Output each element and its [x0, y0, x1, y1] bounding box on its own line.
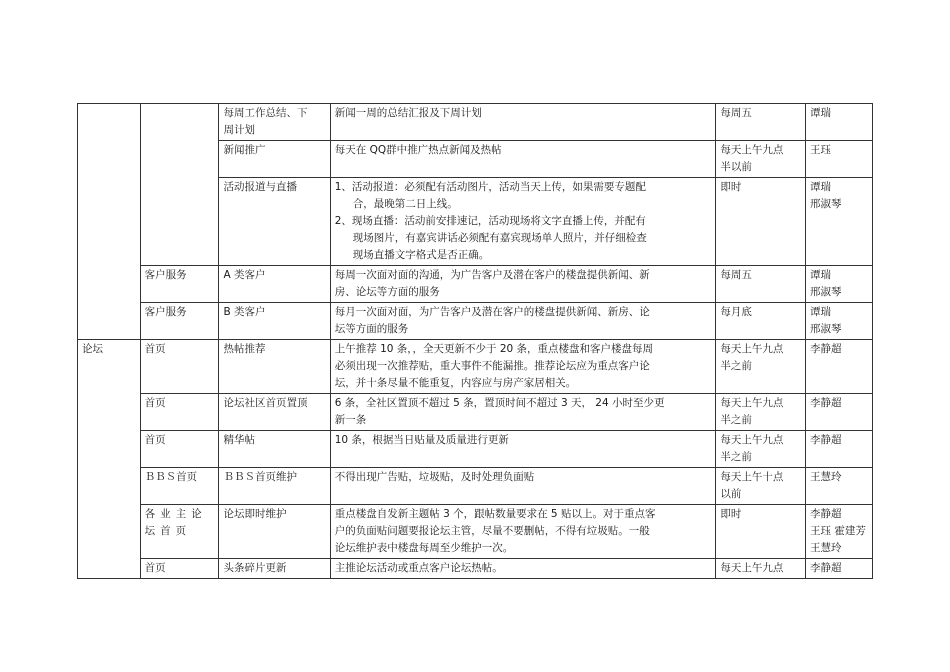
owner-cell — [805, 141, 872, 178]
item-cell — [219, 303, 330, 340]
section-cell: 首页 — [140, 431, 219, 468]
section-cell: 首页 — [140, 340, 219, 394]
cell-line: 每天上午九点 — [720, 144, 784, 156]
cell-line: 王慧玲 — [809, 471, 842, 483]
cell-line: 新一条 — [334, 414, 367, 426]
owner-cell — [805, 394, 872, 431]
table-row — [78, 431, 873, 468]
cell-line: 谭瑞 — [809, 306, 831, 318]
item-cell — [219, 141, 330, 178]
cell-line: 头条碎片更新 — [223, 562, 287, 574]
content-cell — [330, 431, 716, 468]
timing-cell — [716, 505, 806, 559]
section-cell: ＢＢＳ首页 — [140, 468, 219, 505]
cell-line: 精华帖 — [223, 434, 255, 446]
numbered-item: 1、活动报道：必须配有活动图片，活动当天上传，如果需要专题配 — [334, 181, 646, 193]
content-cell — [330, 266, 716, 303]
cell-line: 活动报道与直播 — [223, 181, 297, 193]
cell-line: 10 条，根据当日贴量及质量进行更新 — [334, 434, 509, 446]
timing-cell — [716, 104, 806, 141]
cell-line: 半以前 — [720, 161, 752, 173]
content-cell — [330, 340, 716, 394]
table-row — [78, 559, 873, 579]
cell-line: 每月底 — [720, 306, 752, 318]
item-cell — [219, 468, 330, 505]
cell-line: 每周一次面对面的沟通，为广告客户及潜在客户的楼盘提供新闻、新 — [334, 269, 650, 281]
cell-line: 每月一次面对面，为广告客户及潜在客户的楼盘提供新闻、新房、论 — [334, 306, 650, 318]
content-cell — [330, 141, 716, 178]
cell-line: 上午推荐 10 条，，全天更新不少于 20 条，重点楼盘和客户楼盘每周 — [334, 343, 654, 355]
table-row — [78, 505, 873, 559]
cell-line: A 类客户 — [223, 269, 266, 281]
timing-cell — [716, 340, 806, 394]
cell-line: B 类客户 — [223, 306, 266, 318]
cell-line: 即时 — [720, 181, 742, 193]
cell-line: 李静超 — [809, 343, 842, 355]
cell-line: ＢＢＳ首页维护 — [223, 471, 297, 483]
cell-line: 周计划 — [223, 124, 255, 136]
table-row — [78, 303, 873, 340]
cell-line: 每天在 QQ群中推广热点新闻及热帖 — [334, 144, 502, 156]
cell-line: 房、论坛等方面的服务 — [334, 286, 440, 298]
content-cell — [330, 303, 716, 340]
cell-line: 谭瑞 — [809, 107, 831, 119]
cell-line: 论坛维护表中楼盘每周至少维护一次。 — [334, 542, 514, 554]
numbered-item-continuation: 合，最晚第二日上线。 — [352, 198, 458, 210]
owner-cell — [805, 431, 872, 468]
table-row — [78, 468, 873, 505]
category-cell — [78, 104, 141, 340]
cell-line: 论坛社区首页置顶 — [223, 397, 308, 409]
owner-cell — [805, 266, 872, 303]
content-cell — [330, 505, 716, 559]
section-cell — [140, 104, 219, 266]
table-body — [78, 104, 873, 579]
item-cell — [219, 394, 330, 431]
cell-line: 李静超 — [809, 434, 842, 446]
cell-line: 每天上午九点 — [720, 562, 784, 574]
owner-cell — [805, 340, 872, 394]
cell-line: 每天上午九点 — [720, 343, 784, 355]
cell-line: 主推论坛活动或重点客户论坛热帖。 — [334, 562, 503, 574]
owner-cell — [805, 303, 872, 340]
cell-line: 邢淑琴 — [809, 198, 842, 210]
timing-cell — [716, 394, 806, 431]
cell-line: 半之前 — [720, 451, 752, 463]
cell-line: 重点楼盘自发新主题帖 3 个，跟帖数量要求在 5 贴以上。对于重点客 — [334, 508, 656, 520]
item-cell — [219, 505, 330, 559]
table-row — [78, 104, 873, 141]
section-cell: 各业主论坛首页 — [140, 505, 219, 559]
owner-cell — [805, 505, 872, 559]
owner-cell — [805, 468, 872, 505]
item-cell — [219, 340, 330, 394]
table-row — [78, 266, 873, 303]
section-cell: 客户服务 — [140, 303, 219, 340]
numbered-item-continuation: 现场直播文字格式是否正确。 — [352, 249, 490, 261]
schedule-table — [77, 103, 873, 579]
timing-cell — [716, 431, 806, 468]
cell-line: 每周工作总结、下 — [223, 107, 308, 119]
owner-cell — [805, 104, 872, 141]
item-cell — [219, 104, 330, 141]
timing-cell — [716, 559, 806, 579]
cell-line: 新闻推广 — [223, 144, 266, 156]
cell-line: 王珏 霍建芳 — [809, 525, 866, 537]
cell-line: 李静超 — [809, 508, 842, 520]
cell-line: 每天上午十点 — [720, 471, 784, 483]
cell-line: 新闻一周的总结汇报及下周计划 — [334, 107, 482, 119]
cell-line: 坛等方面的服务 — [334, 323, 409, 335]
section-cell: 客户服务 — [140, 266, 219, 303]
cell-line: 户的负面贴问题要报论坛主管，尽量不要删帖，不得有垃圾贴。一般 — [334, 525, 650, 537]
cell-line: 每天上午九点 — [720, 397, 784, 409]
timing-cell — [716, 141, 806, 178]
numbered-item-continuation: 现场图片，有嘉宾讲话必须配有嘉宾现场单人照片，并仔细检查 — [352, 232, 647, 244]
table-row — [78, 340, 873, 394]
timing-cell — [716, 266, 806, 303]
cell-line: 热帖推荐 — [223, 343, 266, 355]
cell-line: 半之前 — [720, 360, 752, 372]
section-cell: 首页 — [140, 559, 219, 579]
numbered-item: 2、现场直播：活动前安排速记，活动现场将文字直播上传，并配有 — [334, 215, 646, 227]
table-row — [78, 394, 873, 431]
cell-line: 邢淑琴 — [809, 286, 842, 298]
cell-line: 李静超 — [809, 397, 842, 409]
cell-line: 谭瑞 — [809, 181, 831, 193]
item-cell — [219, 178, 330, 266]
cell-line: 半之前 — [720, 414, 752, 426]
cell-line: 谭瑞 — [809, 269, 831, 281]
cell-line: 王珏 — [809, 144, 831, 156]
content-cell — [330, 104, 716, 141]
content-cell — [330, 559, 716, 579]
owner-cell — [805, 559, 872, 579]
item-cell — [219, 266, 330, 303]
owner-cell — [805, 178, 872, 266]
content-cell — [330, 178, 716, 266]
timing-cell — [716, 303, 806, 340]
cell-line: 坛，并十条尽量不能重复，内容应与房产家居相关。 — [334, 377, 577, 389]
cell-line: 必须出现一次推荐贴，重大事件不能漏推。推荐论坛应为重点客户论 — [334, 360, 650, 372]
cell-line: 6 条，全社区置顶不超过 5 条，置顶时间不超过 3 天， 24 小时至少更 — [334, 397, 665, 409]
cell-line: 邢淑琴 — [809, 323, 842, 335]
item-cell — [219, 559, 330, 579]
cell-line: 即时 — [720, 508, 742, 520]
cell-line: 每周五 — [720, 269, 752, 281]
cell-line: 王慧玲 — [809, 542, 842, 554]
cell-line: 每周五 — [720, 107, 752, 119]
timing-cell — [716, 178, 806, 266]
cell-line: 论坛即时维护 — [223, 508, 287, 520]
cell-line: 以前 — [720, 488, 742, 500]
content-cell — [330, 394, 716, 431]
content-cell — [330, 468, 716, 505]
timing-cell — [716, 468, 806, 505]
section-cell: 首页 — [140, 394, 219, 431]
cell-line: 不得出现广告贴，垃圾贴，及时处理负面贴 — [334, 471, 535, 483]
cell-line: 李静超 — [809, 562, 842, 574]
item-cell — [219, 431, 330, 468]
category-cell: 论坛 — [78, 340, 141, 579]
cell-line: 每天上午九点 — [720, 434, 784, 446]
